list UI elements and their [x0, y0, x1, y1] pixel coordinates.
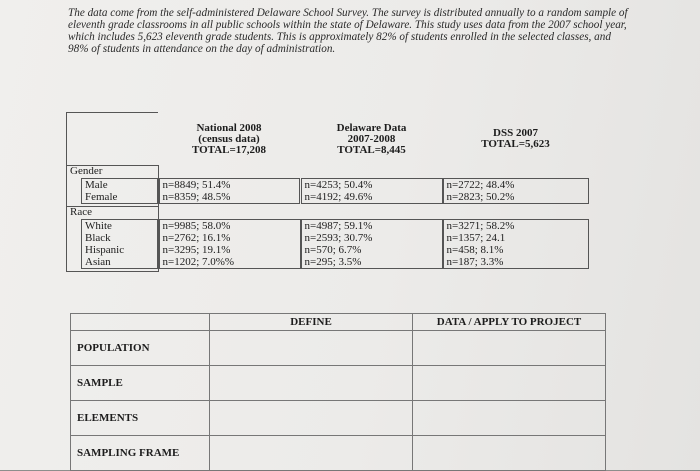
header-delaware-line2: 2007-2008 [347, 132, 396, 145]
gender-delaware-male: n=4253; 50.4% [304, 178, 373, 191]
header-national-line2: (census data) [198, 132, 260, 145]
race-delaware-asian: n=295; 3.5% [304, 255, 362, 268]
race-sublabels [81, 219, 158, 269]
define-header-blank [71, 314, 210, 331]
race-label-cell [67, 207, 159, 272]
gender-label: Gender [70, 165, 103, 177]
define-header-row [71, 314, 606, 331]
define-row-population [71, 331, 606, 366]
race-delaware-black: n=2593; 30.7% [304, 231, 373, 244]
header-dss-line1: DSS 2007 [493, 127, 538, 139]
gender-delaware-female: n=4192; 49.6% [304, 190, 373, 203]
header-blank-cell [67, 113, 159, 166]
gender-dss-female: n=2823; 50.2% [446, 190, 515, 203]
gender-female-label: Female [85, 191, 118, 203]
define-term-elements: ELEMENTS [71, 401, 210, 436]
define-cell-sampling-frame[interactable] [210, 436, 413, 471]
define-term-population: POPULATION [71, 331, 210, 366]
gender-dss-cell [443, 166, 589, 207]
header-delaware-total: TOTAL=8,445 [337, 143, 406, 156]
gender-national-male: n=8849; 51.4% [162, 178, 231, 191]
define-cell-sample[interactable] [210, 366, 413, 401]
header-national-line1: National 2008 [196, 121, 262, 134]
race-dss-cell [443, 207, 589, 272]
gender-national-values [159, 178, 301, 204]
define-cell-population[interactable] [210, 331, 413, 366]
race-national-asian: n=1202; 7.0%% [162, 255, 235, 268]
race-national-hispanic: n=3295; 19.1% [162, 243, 231, 256]
gender-delaware-cell [301, 166, 443, 207]
gender-male-label: Male [85, 179, 108, 191]
define-term-sample: SAMPLE [71, 366, 210, 401]
race-hispanic-label: Hispanic [85, 244, 125, 256]
define-row-sampling-frame [71, 436, 606, 471]
race-national-values [159, 219, 301, 269]
header-national-total: TOTAL=17,208 [191, 143, 266, 156]
race-delaware-white: n=4987; 59.1% [304, 219, 373, 232]
race-dss-asian: n=187; 3.3% [446, 255, 504, 268]
race-dss-hispanic: n=458; 8.1% [446, 243, 504, 256]
gender-dss-values [443, 178, 589, 204]
race-dss-values [443, 219, 589, 269]
race-group-row [67, 207, 589, 272]
gender-dss-male: n=2722; 48.4% [446, 178, 515, 191]
demographics-table [66, 112, 589, 272]
header-delaware-line1: Delaware Data [336, 121, 407, 134]
header-dss-total: TOTAL=5,623 [481, 138, 550, 150]
race-white-label: White [85, 220, 112, 232]
race-label: Race [70, 206, 92, 218]
demographics-header-row [67, 113, 589, 166]
define-column-header: DEFINE [210, 314, 413, 331]
gender-national-cell [158, 166, 301, 207]
header-national [158, 113, 301, 166]
define-row-elements [71, 401, 606, 436]
gender-national-female: n=8359; 48.5% [162, 190, 231, 203]
race-dss-black: n=1357; 24.1 [446, 231, 506, 244]
gender-sublabels [81, 178, 158, 204]
intro-paragraph: The data come from the self-administered Delaware School Survey. The survey is distributed annually to a random sample of eleventh grade classrooms in all public schools within the state of Delaware. This study uses data from the 2007 school year, which includes 5,623 eleventh grade students. This is approximately 82% of students enrolled in the selected classes, and 98% of students in attendance on the day of administration. [68, 7, 628, 55]
header-delaware [301, 113, 443, 166]
race-delaware-values [301, 219, 443, 269]
define-cell-elements[interactable] [210, 401, 413, 436]
race-national-cell [158, 207, 301, 272]
race-delaware-hispanic: n=570; 6.7% [304, 243, 362, 256]
data-apply-column-header: DATA / APPLY TO PROJECT [413, 314, 606, 331]
define-term-sampling-frame: SAMPLING FRAME [71, 436, 210, 471]
race-dss-white: n=3271; 58.2% [446, 219, 515, 232]
race-delaware-cell [301, 207, 443, 272]
gender-delaware-values [301, 178, 443, 204]
race-national-white: n=9985; 58.0% [162, 219, 231, 232]
header-dss [443, 113, 589, 166]
apply-cell-sampling-frame[interactable] [413, 436, 606, 471]
apply-cell-population[interactable] [413, 331, 606, 366]
gender-group-row [67, 166, 589, 207]
race-national-black: n=2762; 16.1% [162, 231, 231, 244]
race-black-label: Black [85, 232, 111, 244]
define-row-sample [71, 366, 606, 401]
race-asian-label: Asian [85, 256, 111, 268]
gender-label-cell [67, 166, 159, 207]
apply-cell-sample[interactable] [413, 366, 606, 401]
define-table [70, 313, 606, 471]
apply-cell-elements[interactable] [413, 401, 606, 436]
